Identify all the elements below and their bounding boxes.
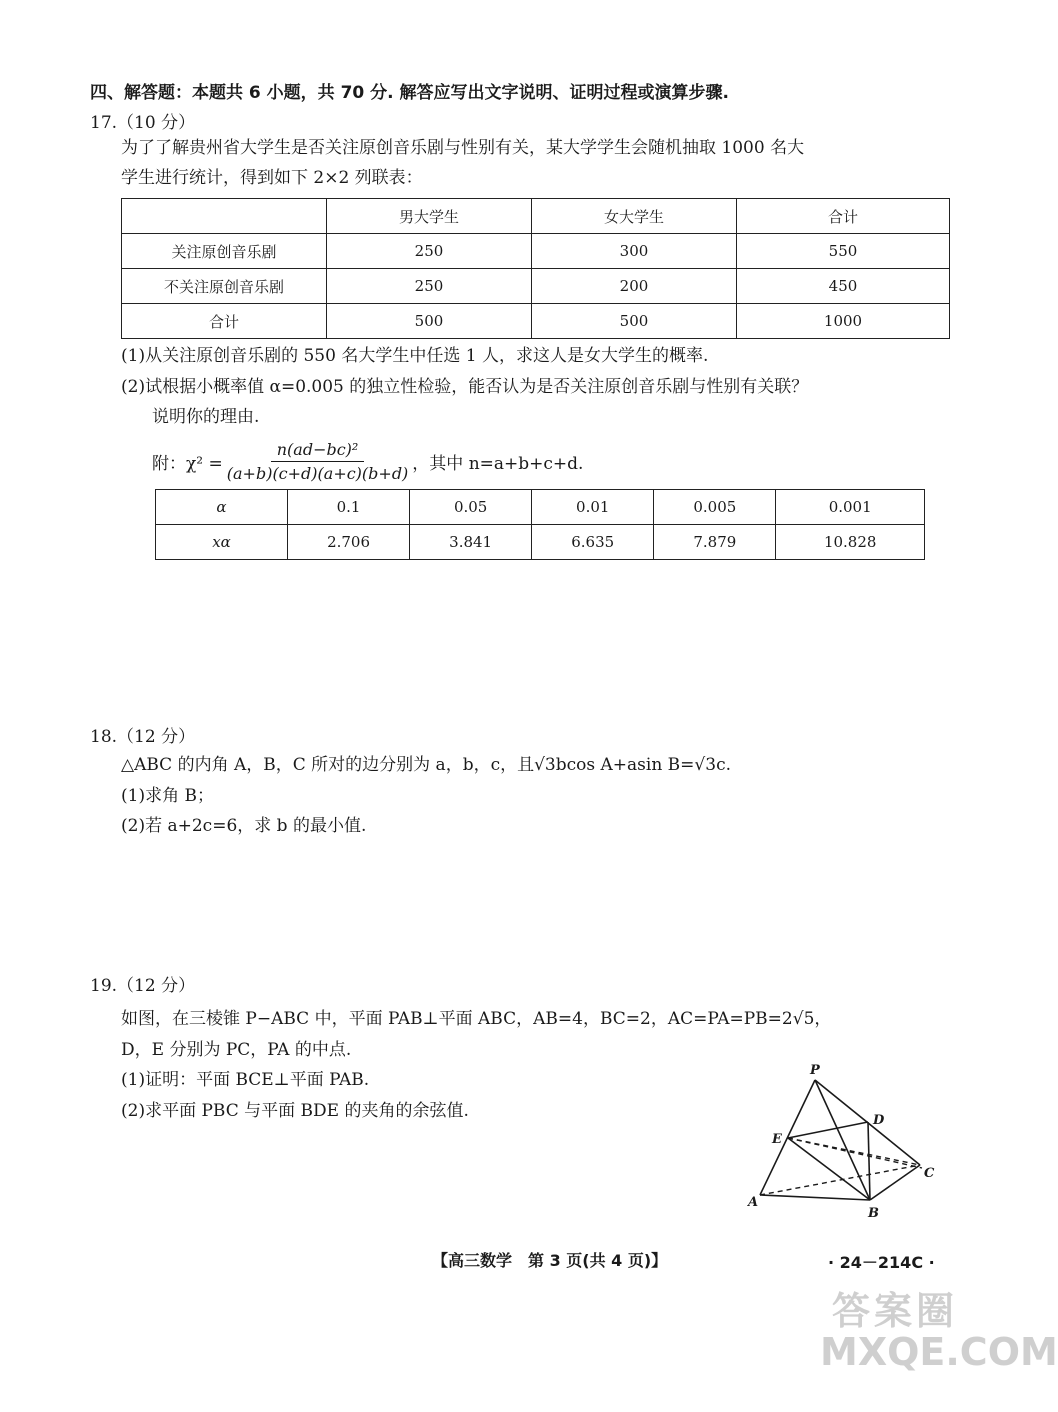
- formula-fraction: [227, 440, 409, 483]
- q19-part2: (2)求平面 PBC 与平面 BDE 的夹角的余弦值.: [121, 1101, 469, 1121]
- table-row: [122, 269, 950, 304]
- label-E: E: [772, 1132, 782, 1147]
- table-cell: 7.879: [654, 525, 776, 560]
- q17-number: 17.（10 分）: [90, 113, 196, 133]
- table-cell: 0.1: [288, 490, 410, 525]
- table-row: [156, 490, 925, 525]
- table-cell: 550: [737, 234, 950, 269]
- edge-AC-hidden: [760, 1165, 920, 1195]
- q18-number: 18.（12 分）: [90, 727, 196, 747]
- table-cell: 合计: [122, 304, 327, 339]
- label-D: D: [873, 1113, 885, 1128]
- edge-EB: [788, 1138, 870, 1200]
- table-cell: 200: [532, 269, 737, 304]
- table-cell: 0.01: [532, 490, 654, 525]
- q17-intro-line2: 学生进行统计，得到如下 2×2 列联表：: [121, 168, 423, 188]
- q18-part1: (1)求角 B；: [121, 786, 214, 806]
- edge-ED: [788, 1122, 868, 1138]
- table-cell: 关注原创音乐剧: [122, 234, 327, 269]
- edge-PA: [760, 1080, 815, 1195]
- chi-square-formula: [152, 440, 583, 483]
- formula-denominator: (a+b)(c+d)(a+c)(b+d): [226, 464, 409, 483]
- table-cell: 0.05: [410, 490, 532, 525]
- formula-numerator: n(ad−bc)²: [271, 440, 365, 462]
- q19-number: 19.（12 分）: [90, 976, 196, 996]
- formula-prefix: 附：χ² =: [152, 454, 223, 474]
- table-cell: 6.635: [532, 525, 654, 560]
- table-cell: 10.828: [776, 525, 925, 560]
- q19-stem-line2: D，E 分别为 PC，PA 的中点.: [121, 1040, 352, 1060]
- table-cell: 450: [737, 269, 950, 304]
- edge-PB: [815, 1080, 870, 1200]
- label-P: P: [810, 1063, 820, 1078]
- tetrahedron-figure: [740, 1060, 950, 1220]
- table-header-cell: 男大学生: [327, 199, 532, 234]
- table-cell: 250: [327, 269, 532, 304]
- page-footer: 【高三数学 第 3 页(共 4 页)】: [432, 1251, 668, 1270]
- table-cell: 0.005: [654, 490, 776, 525]
- critical-value-table: [155, 489, 925, 560]
- contingency-table: [121, 198, 950, 339]
- q18-stem: △ABC 的内角 A，B，C 所对的边分别为 a，b，c，且√3bcos A+asin B=√3c.: [121, 755, 731, 775]
- table-cell: 0.001: [776, 490, 925, 525]
- section-heading: 四、解答题：本题共 6 小题，共 70 分. 解答应写出文字说明、证明过程或演算步骤.: [90, 83, 729, 103]
- table-cell: 500: [532, 304, 737, 339]
- table-row: [156, 525, 925, 560]
- table-row: [122, 234, 950, 269]
- q17-part1: (1)从关注原创音乐剧的 550 名大学生中任选 1 人，求这人是女大学生的概率.: [121, 346, 709, 366]
- label-C: C: [924, 1166, 935, 1181]
- label-B: B: [868, 1206, 879, 1221]
- q19-stem-line1: 如图，在三棱锥 P−ABC 中，平面 PAB⊥平面 ABC，AB=4，BC=2，AC=PA=PB=2√5，: [121, 1009, 832, 1029]
- table-cell: 1000: [737, 304, 950, 339]
- edge-DB: [868, 1122, 870, 1200]
- edge-AB: [760, 1195, 870, 1200]
- formula-suffix: ，其中 n=a+b+c+d.: [412, 454, 584, 474]
- table-row: [122, 304, 950, 339]
- x-alpha-label: xα: [156, 525, 288, 560]
- table-cell: 3.841: [410, 525, 532, 560]
- alpha-label: α: [156, 490, 288, 525]
- table-cell: 2.706: [288, 525, 410, 560]
- table-header-cell: 女大学生: [532, 199, 737, 234]
- label-A: A: [748, 1195, 759, 1210]
- table-header-cell: 合计: [737, 199, 950, 234]
- table-cell: 250: [327, 234, 532, 269]
- q17-part2-line1: (2)试根据小概率值 α=0.005 的独立性检验，能否认为是否关注原创音乐剧与性别有关联？: [121, 377, 809, 397]
- table-header-row: [122, 199, 950, 234]
- table-header-cell: [122, 199, 327, 234]
- table-cell: 不关注原创音乐剧: [122, 269, 327, 304]
- q17-intro-line1: 为了了解贵州省大学生是否关注原创音乐剧与性别有关，某大学学生会随机抽取 1000 名大: [121, 138, 805, 158]
- watermark-url: MXQE.COM: [820, 1330, 1058, 1374]
- q18-part2: (2)若 a+2c=6，求 b 的最小值.: [121, 816, 367, 836]
- q17-part2-line2: 说明你的理由.: [152, 407, 260, 427]
- table-cell: 500: [327, 304, 532, 339]
- paper-code: · 24－214C ·: [828, 1253, 935, 1272]
- watermark-logo: 答案圈: [832, 1289, 959, 1333]
- q19-part1: (1)证明：平面 BCE⊥平面 PAB.: [121, 1070, 370, 1090]
- table-cell: 300: [532, 234, 737, 269]
